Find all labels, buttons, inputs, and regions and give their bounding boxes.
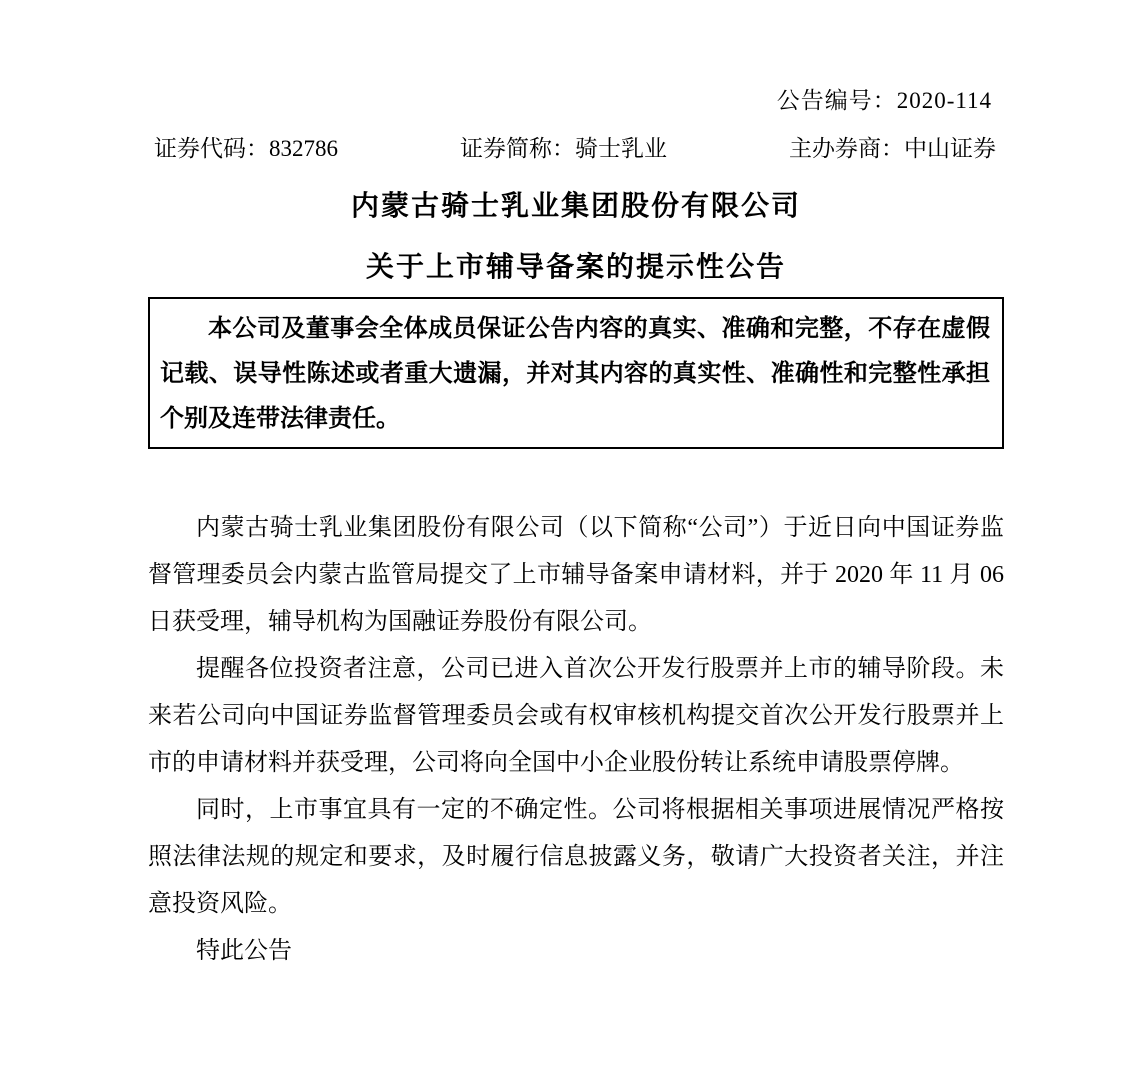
body-paragraph-2: 提醒各位投资者注意，公司已进入首次公开发行股票并上市的辅导阶段。未来若公司向中国证券监督管理委员会或有权审核机构提交首次公开发行股票并上市的申请材料并获受理，公司将向全国中小企业股份转让系统申请股票停牌。 (148, 656, 1004, 776)
announcement-body (148, 505, 1004, 975)
document-content (148, 88, 1004, 975)
disclaimer-box: 本公司及董事会全体成员保证公告内容的真实、准确和完整，不存在虚假记载、误导性陈述或者重大遗漏，并对其内容的真实性、准确性和完整性承担个别及连带法律责任。 (148, 297, 1004, 449)
announcement-number: 公告编号：2020-114 (776, 88, 992, 113)
securities-header-row (148, 136, 1004, 162)
stock-code: 证券代码：832786 (154, 136, 338, 161)
lead-broker: 主办券商：中山证券 (789, 136, 996, 161)
announcement-title: 关于上市辅导备案的提示性公告 (365, 251, 786, 282)
body-paragraph-1: 内蒙古骑士乳业集团股份有限公司（以下简称“公司”）于近日向中国证券监督管理委员会内蒙古监管局提交了上市辅导备案申请材料，并于 2020 年 11 月 06 日获受理，辅导机构为国融证券股份有限公司。 (148, 515, 1004, 635)
body-closing: 特此公告 (196, 938, 292, 964)
company-name-title: 内蒙古骑士乳业集团股份有限公司 (350, 190, 801, 221)
body-paragraph-3: 同时，上市事宜具有一定的不确定性。公司将根据相关事项进展情况严格按照法律法规的规定和要求，及时履行信息披露义务，敬请广大投资者关注，并注意投资风险。 (148, 797, 1004, 917)
stock-short-name: 证券简称：骑士乳业 (460, 136, 667, 161)
